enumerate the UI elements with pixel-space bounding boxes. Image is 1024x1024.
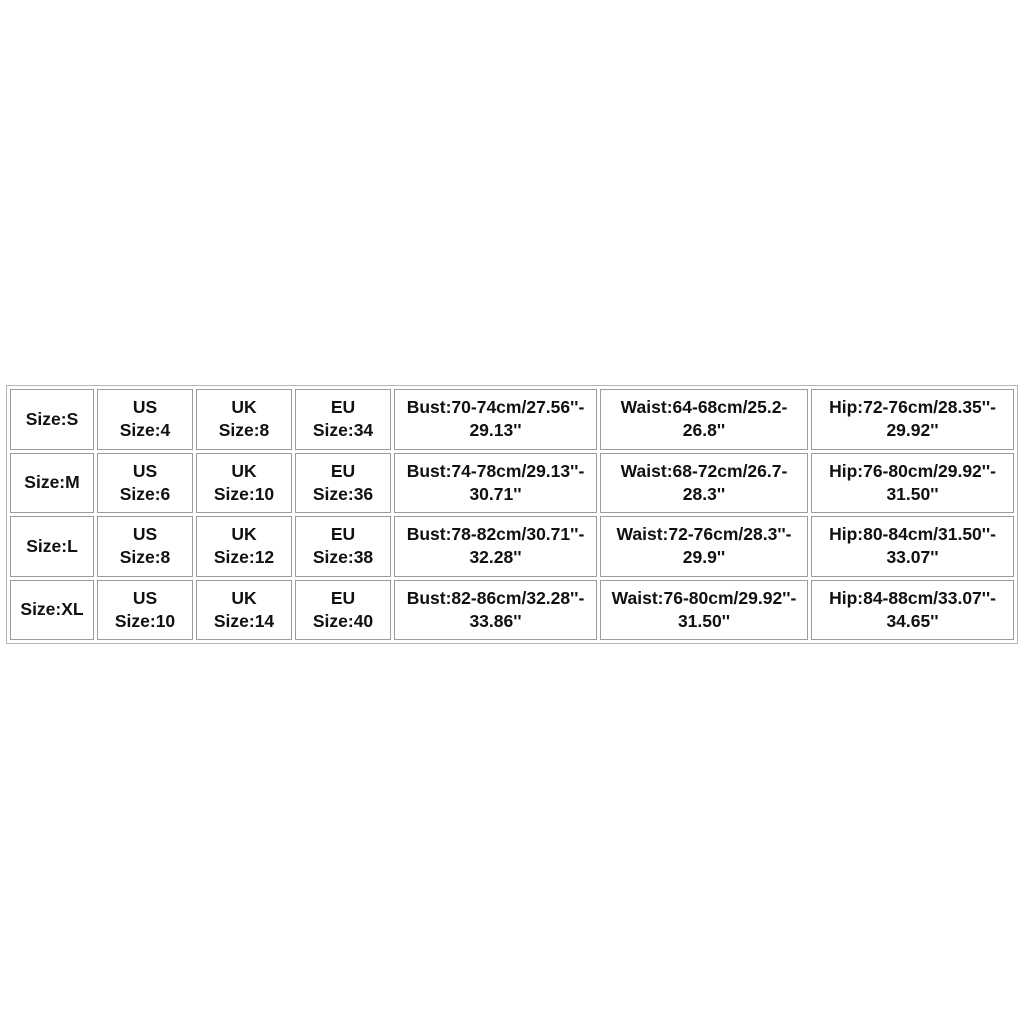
table-row bbox=[10, 580, 1014, 641]
size-label-cell: Size:S bbox=[10, 389, 94, 450]
table-row bbox=[10, 453, 1014, 514]
size-label-cell: Size:XL bbox=[10, 580, 94, 641]
uk-size-cell: UK Size:12 bbox=[196, 516, 292, 577]
waist-cell: Waist:76-80cm/29.92''- 31.50'' bbox=[600, 580, 808, 641]
table-row bbox=[10, 516, 1014, 577]
uk-size-cell: UK Size:14 bbox=[196, 580, 292, 641]
bust-cell: Bust:70-74cm/27.56''- 29.13'' bbox=[394, 389, 597, 450]
hip-cell: Hip:80-84cm/31.50''- 33.07'' bbox=[811, 516, 1014, 577]
waist-cell: Waist:68-72cm/26.7- 28.3'' bbox=[600, 453, 808, 514]
bust-cell: Bust:82-86cm/32.28''- 33.86'' bbox=[394, 580, 597, 641]
us-size-cell: US Size:8 bbox=[97, 516, 193, 577]
hip-cell: Hip:72-76cm/28.35''- 29.92'' bbox=[811, 389, 1014, 450]
hip-cell: Hip:76-80cm/29.92''- 31.50'' bbox=[811, 453, 1014, 514]
waist-cell: Waist:64-68cm/25.2- 26.8'' bbox=[600, 389, 808, 450]
hip-cell: Hip:84-88cm/33.07''- 34.65'' bbox=[811, 580, 1014, 641]
size-label-cell: Size:M bbox=[10, 453, 94, 514]
eu-size-cell: EU Size:34 bbox=[295, 389, 391, 450]
eu-size-cell: EU Size:40 bbox=[295, 580, 391, 641]
us-size-cell: US Size:4 bbox=[97, 389, 193, 450]
bust-cell: Bust:78-82cm/30.71''- 32.28'' bbox=[394, 516, 597, 577]
size-chart-table bbox=[6, 385, 1018, 644]
uk-size-cell: UK Size:10 bbox=[196, 453, 292, 514]
bust-cell: Bust:74-78cm/29.13''- 30.71'' bbox=[394, 453, 597, 514]
table-row bbox=[10, 389, 1014, 450]
us-size-cell: US Size:6 bbox=[97, 453, 193, 514]
size-label-cell: Size:L bbox=[10, 516, 94, 577]
eu-size-cell: EU Size:38 bbox=[295, 516, 391, 577]
uk-size-cell: UK Size:8 bbox=[196, 389, 292, 450]
eu-size-cell: EU Size:36 bbox=[295, 453, 391, 514]
us-size-cell: US Size:10 bbox=[97, 580, 193, 641]
waist-cell: Waist:72-76cm/28.3''- 29.9'' bbox=[600, 516, 808, 577]
